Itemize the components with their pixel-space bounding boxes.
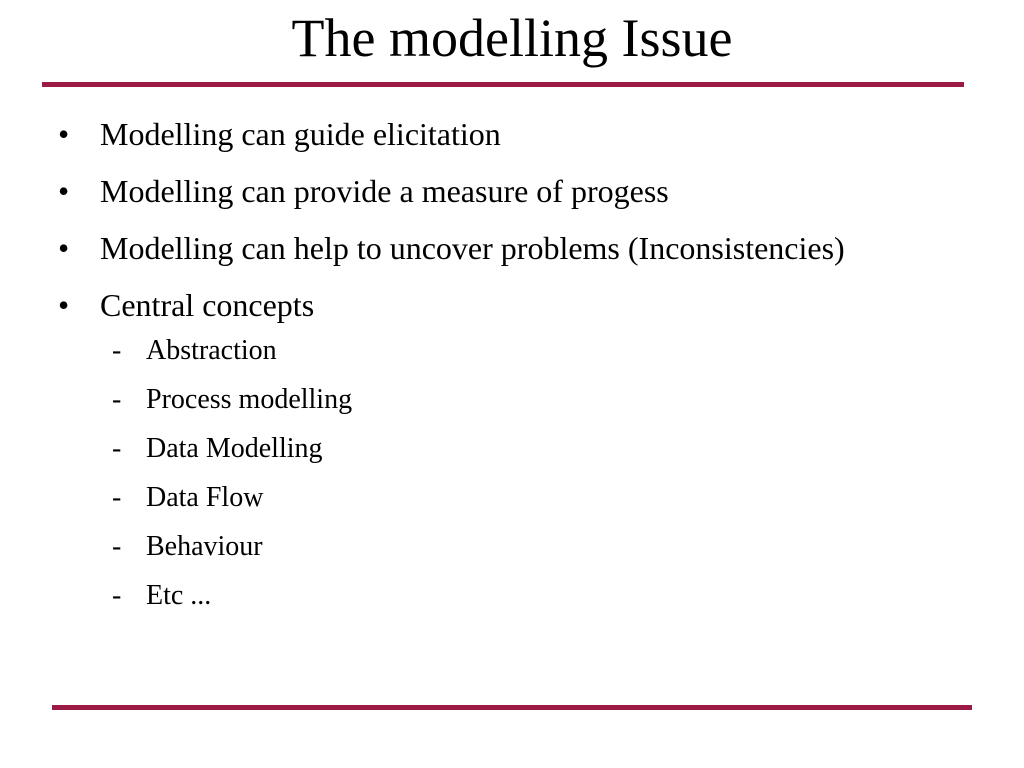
slide-title: The modelling Issue [291, 8, 733, 68]
sub-item-text: Data Modelling [146, 433, 323, 464]
bullet-item [58, 167, 978, 215]
sub-marker: - [112, 482, 122, 513]
sub-item [100, 527, 978, 567]
bullet-item [58, 281, 978, 329]
title-divider [42, 82, 964, 87]
sub-list-container [58, 331, 978, 616]
sub-item [100, 429, 978, 469]
bullet-marker: • [58, 116, 70, 152]
sub-item [100, 478, 978, 518]
sub-list [100, 331, 978, 616]
bullet-marker: • [58, 230, 70, 266]
bullet-item [58, 224, 978, 272]
sub-item-text: Etc ... [146, 580, 212, 611]
sub-item-text: Abstraction [146, 335, 277, 366]
sub-item [100, 380, 978, 420]
bullet-text: Modelling can help to uncover problems (Inconsistencies) [100, 230, 845, 266]
bullet-list [58, 110, 978, 625]
bullet-marker: • [58, 173, 70, 209]
sub-marker: - [112, 580, 122, 611]
sub-item [100, 576, 978, 616]
bullet-text: Modelling can provide a measure of progess [100, 173, 669, 209]
bullet-text: Central concepts [100, 287, 315, 323]
bullet-item [58, 110, 978, 158]
bullet-marker: • [58, 287, 70, 323]
sub-item-text: Data Flow [146, 482, 264, 513]
bullet-text: Modelling can guide elicitation [100, 116, 501, 152]
sub-item-text: Process modelling [146, 384, 353, 415]
sub-item-text: Behaviour [146, 531, 263, 562]
sub-marker: - [112, 531, 122, 562]
sub-marker: - [112, 433, 122, 464]
footer-divider [52, 705, 972, 710]
sub-item [100, 331, 978, 371]
sub-marker: - [112, 335, 122, 366]
sub-marker: - [112, 384, 122, 415]
